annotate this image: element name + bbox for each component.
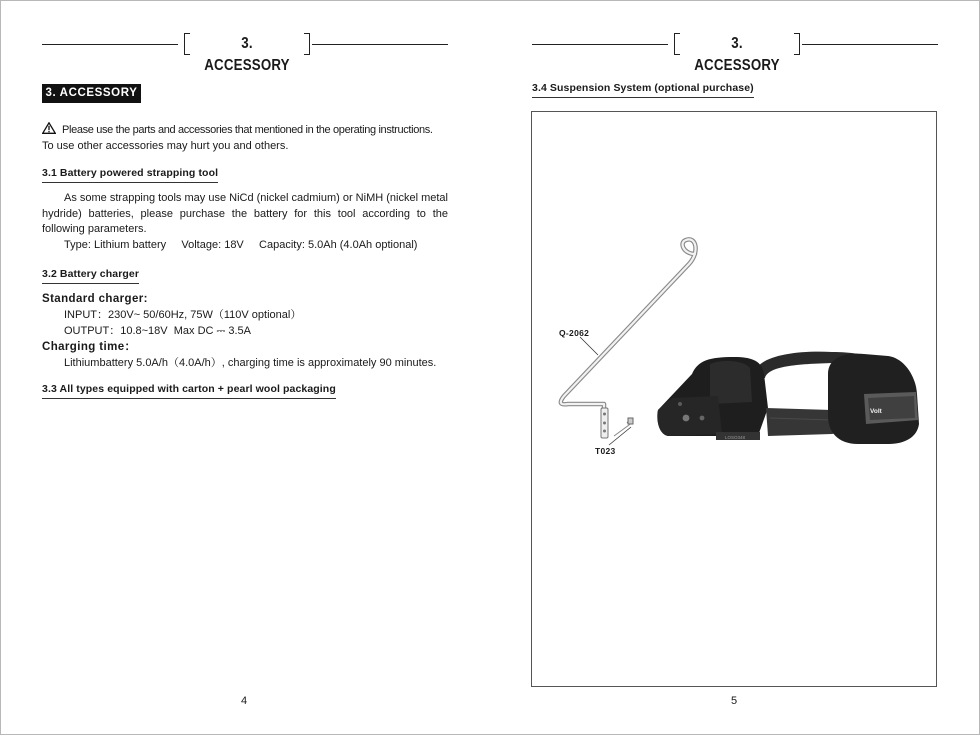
suspension-hook: [561, 239, 696, 412]
suspension-figure: [531, 111, 937, 687]
warning-line-1: Please use the parts and accessories that mentioned in the operating instructions.: [62, 124, 433, 136]
header-bracket-open: [674, 33, 680, 55]
callout-leader-hook: [580, 337, 598, 355]
heading-3-1: 3.1 Battery powered strapping tool: [42, 166, 218, 183]
battery-parameters: Type: Lithium battery Voltage: 18V Capacity: 5.0Ah (4.0Ah optional): [64, 239, 418, 251]
clip-part: [601, 408, 633, 438]
section-label: 3. ACCESSORY: [42, 84, 141, 103]
charger-output: OUTPUT：10.8~18V Max DC ⎓ 3.5A: [64, 325, 251, 337]
running-header: [42, 33, 448, 74]
callout-label-clip: T023: [595, 446, 616, 456]
charging-time-text: Lithiumbattery 5.0A/h（4.0A/h）, charging time is approximately 90 minutes.: [64, 357, 437, 369]
battery-paragraph-text: As some strapping tools may use NiCd (nickel cadmium) or NiMH (nickel metal hydride) batteries, please purchase the battery for this tool according to the following parameters.: [42, 192, 448, 236]
header-title: 3. ACCESSORY: [694, 35, 780, 74]
charging-time-label: Charging time：: [42, 341, 137, 353]
warning-line-2: To use other accessories may hurt you and others.: [42, 140, 289, 152]
header-rule-right: [312, 44, 448, 45]
callout-label-hook: Q-2062: [559, 328, 590, 338]
strapping-tool: [657, 352, 919, 444]
header-rule-left: [532, 44, 668, 45]
heading-3-3: 3.3 All types equipped with carton + pearl wool packaging: [42, 382, 336, 399]
heading-3-4: 3.4 Suspension System (optional purchase): [532, 81, 754, 98]
header-bracket-close: [304, 33, 310, 55]
page-number-right: 5: [731, 695, 738, 707]
right-page: [490, 0, 980, 735]
charger-input: INPUT：230V~ 50/60Hz, 75W（110V optional）: [64, 309, 302, 321]
tool-plate-text: LOSO348: [725, 435, 746, 440]
header-bracket-open: [184, 33, 190, 55]
warning-note: [42, 122, 452, 154]
heading-3-2: 3.2 Battery charger: [42, 267, 139, 284]
suspension-illustration: [532, 112, 936, 686]
standard-charger-label: Standard charger:: [42, 293, 148, 305]
tool-brand-text: Volt: [870, 408, 882, 415]
header-title: 3. ACCESSORY: [204, 35, 290, 74]
battery-paragraph: [42, 191, 448, 238]
callout-leader-clip: [609, 427, 631, 445]
header-rule-right: [802, 44, 938, 45]
warning-triangle-icon: [42, 122, 56, 134]
header-bracket-close: [794, 33, 800, 55]
header-rule-left: [42, 44, 178, 45]
running-header: [532, 33, 938, 74]
page-number-left: 4: [241, 695, 248, 707]
